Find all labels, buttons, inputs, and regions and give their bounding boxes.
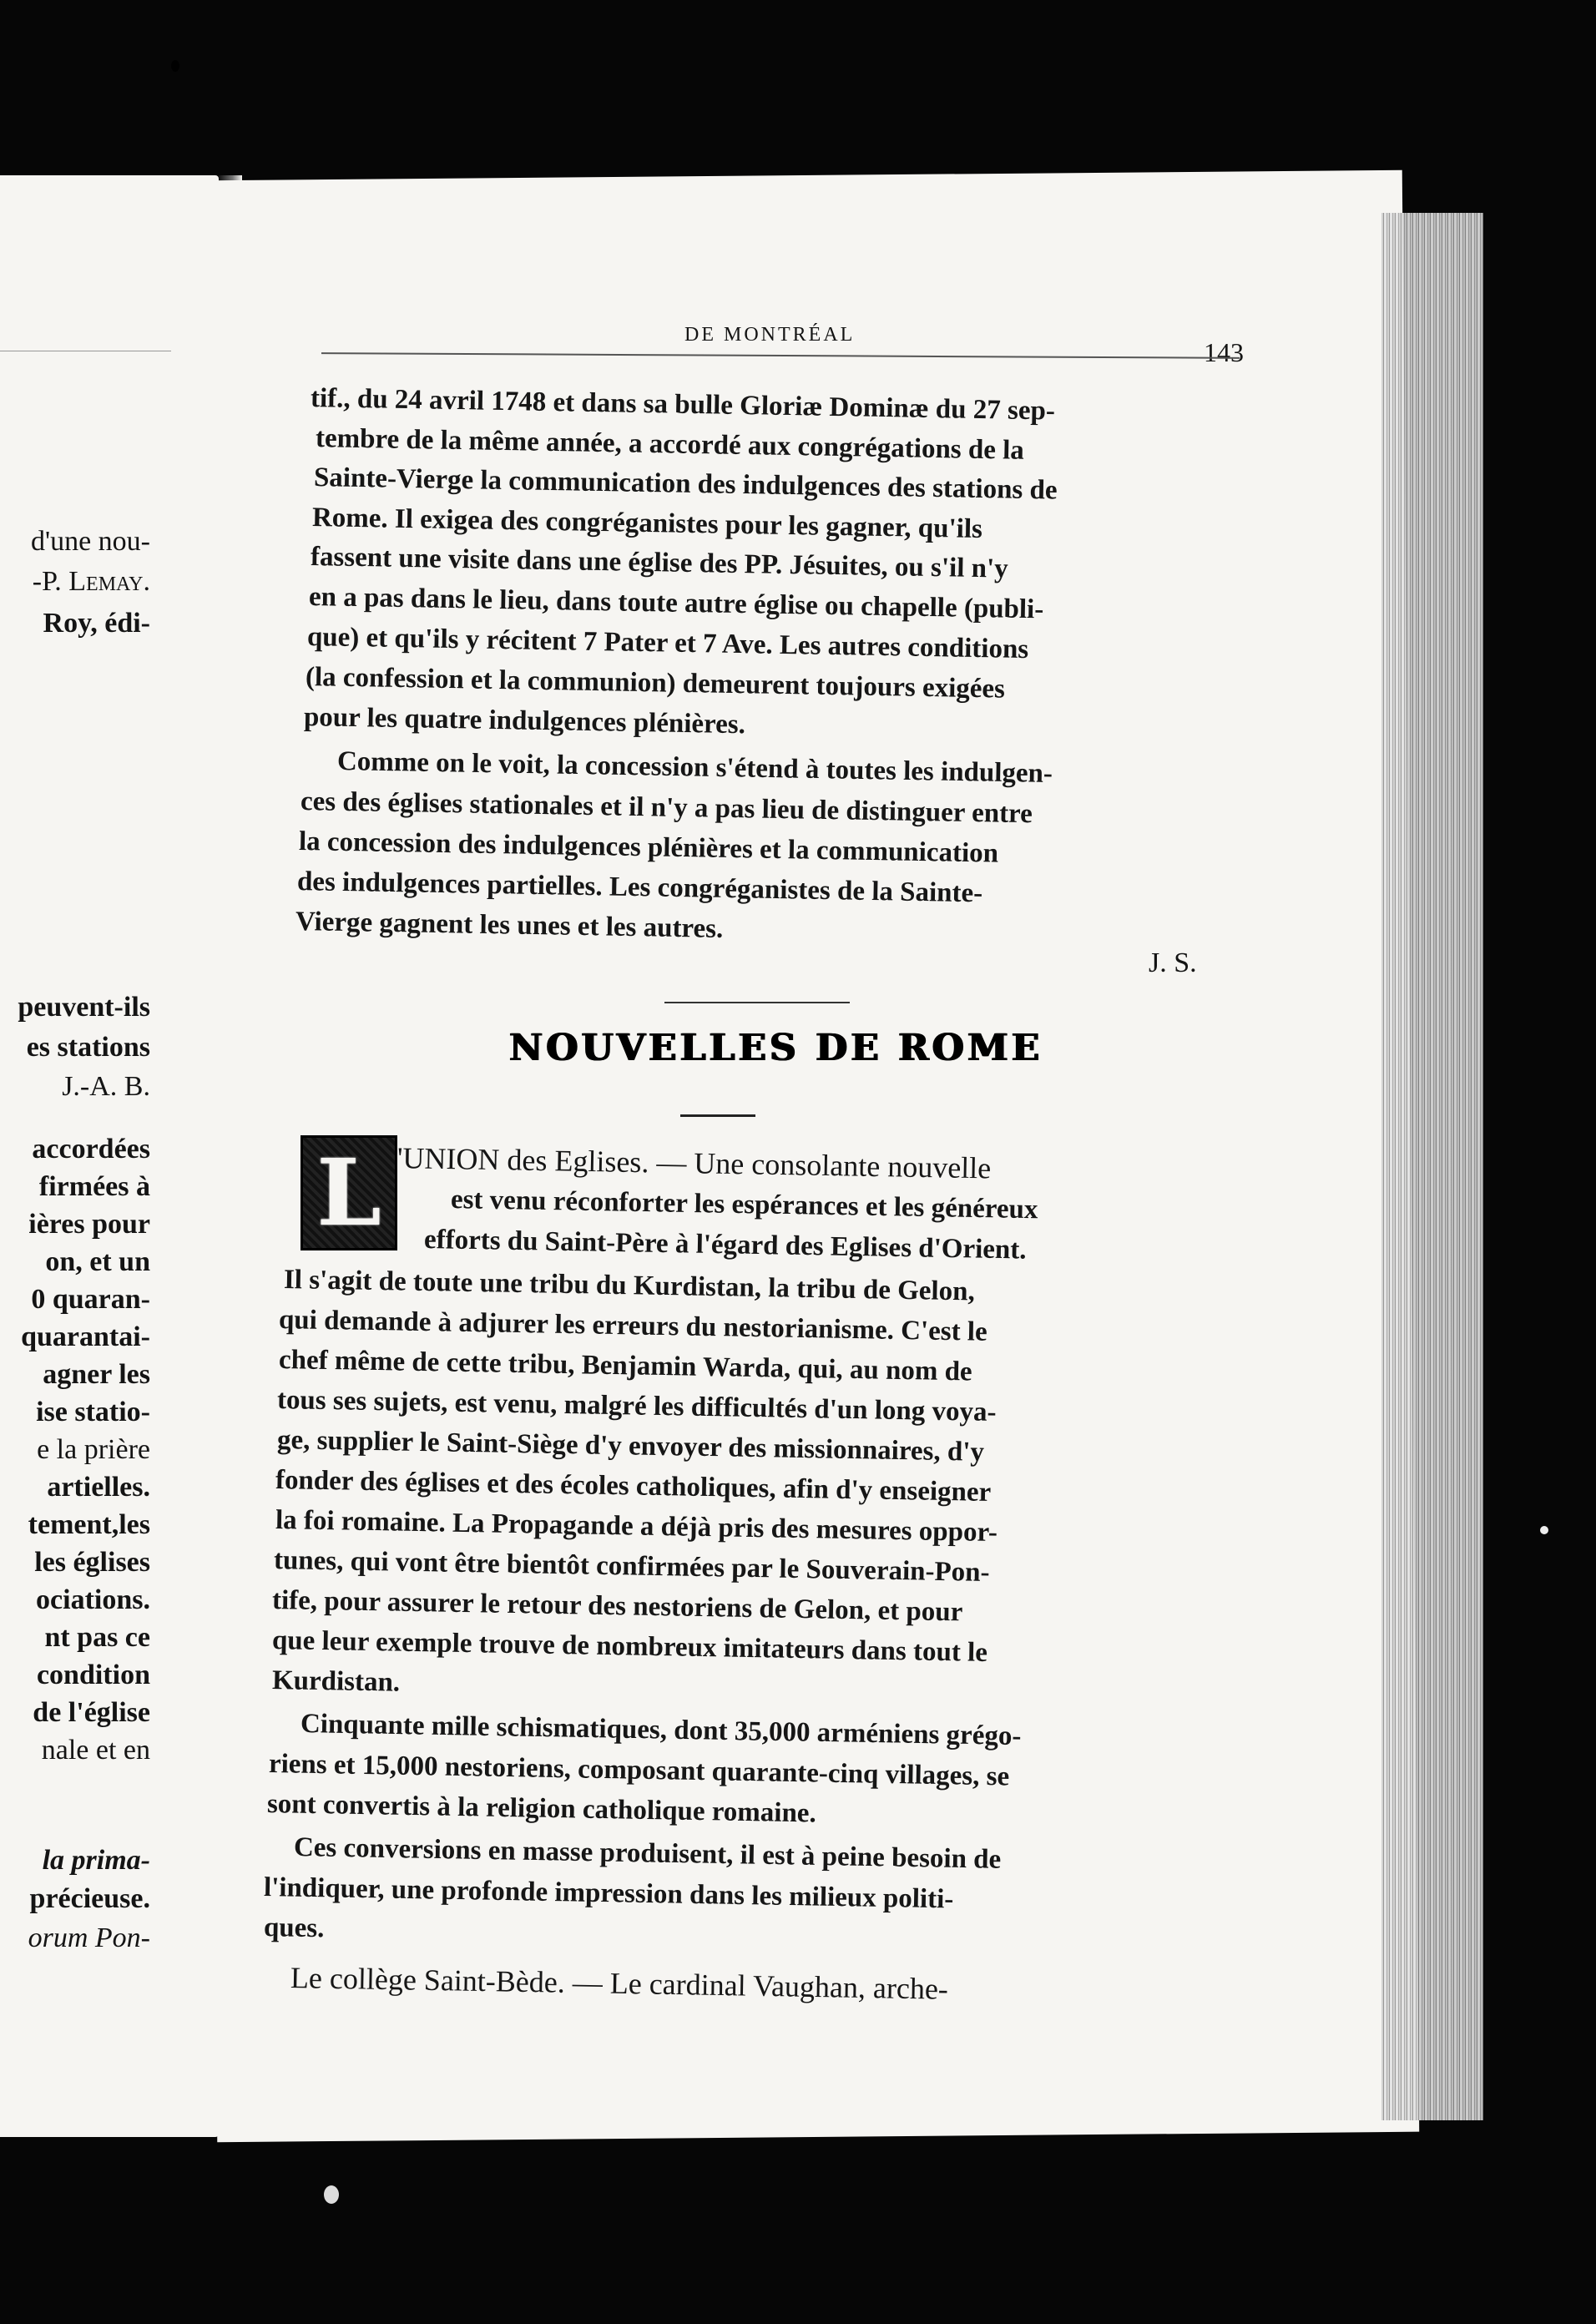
scan-speck — [324, 2185, 339, 2204]
body-line: Il s'agit de toute une tribu du Kurdistan, la tribu de Gelon, — [283, 1265, 976, 1307]
body-line: la concession des indulgences plénières et la communication — [298, 826, 999, 869]
body-line: tunes, qui vont être bientôt confirmées par le Souverain-Pon- — [273, 1545, 990, 1588]
body-line: l'indiquer, une profonde impression dans les milieux politi- — [263, 1872, 954, 1915]
body-line: Sainte-Vierge la communication des indulgences des stations de — [313, 462, 1058, 506]
body-line: que leur exemple trouve de nombreux imitateurs dans tout le — [271, 1625, 988, 1668]
left-line: -P. Lemay. — [32, 566, 150, 597]
left-line: ise statio- — [36, 1397, 150, 1427]
left-line: e la prière — [37, 1434, 150, 1465]
body-line: que) et qu'ils y récitent 7 Pater et 7 Ave. Les autres conditions — [306, 622, 1029, 665]
body-line: tous ses sujets, est venu, malgré les difficultés d'un long voya- — [276, 1385, 997, 1428]
body-line: Le collège Saint-Bède. — Le cardinal Vaughan, arche- — [290, 1961, 949, 2006]
body-line: (la confession et la communion) demeurent toujours exigées — [305, 662, 1006, 705]
body-line: ces des églises stationales et il n'y a pas lieu de distinguer entre — [300, 786, 1033, 830]
left-line: 0 quaran- — [31, 1284, 150, 1315]
body-line: la foi romaine. La Propagande a déjà pris des mesures oppor- — [275, 1505, 998, 1548]
body-line: chef même de cette tribu, Benjamin Warda, qui, au nom de — [278, 1345, 972, 1387]
body-line: tembre de la même année, a accordé aux congrégations de la — [315, 423, 1025, 466]
left-line: artielles. — [47, 1472, 150, 1503]
body-line: pour les quatre indulgences plénières. — [303, 702, 746, 740]
body-line: des indulgences partielles. Les congréganistes de la Sainte- — [296, 866, 983, 909]
left-line: orum Pon- — [28, 1922, 150, 1953]
body-line: sont convertis à la religion catholique romaine. — [266, 1789, 817, 1829]
body-line: Cinquante mille schismatiques, dont 35,000 arméniens grégo- — [300, 1709, 1022, 1752]
left-line: Roy, édi- — [43, 608, 150, 639]
body-line: tif., du 24 avril 1748 et dans sa bulle Gloriæ Dominæ du 27 sep- — [310, 383, 1056, 427]
body-line: Comme on le voit, la concession s'étend à toutes les indulgen- — [336, 746, 1053, 789]
title-rule — [680, 1114, 755, 1117]
body-line: fonder des églises et des écoles catholiques, afin d'y enseigner — [275, 1465, 992, 1508]
left-line: d'une nou- — [30, 526, 150, 557]
body-line: riens et 15,000 nestoriens, composant quarante-cinq villages, se — [268, 1749, 1010, 1792]
body-line: tife, pour assurer le retour des nestoriens de Gelon, et pour — [271, 1585, 963, 1628]
scan-speck — [171, 60, 179, 72]
left-line: condition — [36, 1660, 150, 1690]
left-line: nale et en — [41, 1735, 150, 1766]
page-number: 143 — [1204, 337, 1244, 367]
scan-speck — [1540, 1526, 1548, 1534]
body-line: ques. — [263, 1912, 325, 1944]
body-line: Vierge gagnent les unes et les autres. — [295, 907, 724, 944]
body-line: ge, supplier le Saint-Siège d'y envoyer des missionnaires, d'y — [276, 1425, 985, 1468]
left-line: nt pas ce — [44, 1622, 150, 1653]
left-line: es stations — [26, 1032, 150, 1063]
body-line: efforts du Saint-Père à l'égard des Eglises d'Orient. — [423, 1225, 1027, 1266]
body-line: Ces conversions en masse produisent, il est à peine besoin de — [293, 1832, 1002, 1875]
drop-cap-ornament: L — [301, 1135, 397, 1250]
left-line: accordées — [32, 1134, 150, 1165]
left-line: ociations. — [36, 1584, 150, 1615]
left-line: J.-A. B. — [62, 1071, 150, 1102]
left-line: les églises — [34, 1547, 150, 1578]
left-line: tement,les — [28, 1509, 150, 1540]
body-line: Kurdistan. — [271, 1665, 401, 1698]
left-line: firmées à — [38, 1171, 150, 1202]
left-line: précieuse. — [29, 1883, 150, 1914]
section-title: NOUVELLES DE ROME — [509, 1027, 1043, 1069]
page-edge-stack — [1381, 213, 1483, 2120]
section-separator — [664, 1002, 850, 1003]
left-line: agner les — [43, 1359, 150, 1390]
body-line: Rome. Il exigea des congréganistes pour les gagner, qu'ils — [311, 503, 983, 545]
body-line: qui demande à adjurer les erreurs du nestorianisme. C'est le — [278, 1305, 987, 1347]
body-line: 'UNION des Eglises. — Une consolante nouvelle — [396, 1141, 992, 1185]
left-line: peuvent-ils — [18, 992, 150, 1023]
signature: J. S. — [1149, 947, 1197, 978]
running-head: DE MONTRÉAL — [684, 324, 856, 346]
left-line: la prima- — [42, 1845, 150, 1876]
left-line: de l'église — [33, 1697, 150, 1728]
left-line: quarantai- — [21, 1321, 150, 1352]
left-line: ières pour — [28, 1209, 150, 1240]
body-line: en a pas dans le lieu, dans toute autre église ou chapelle (publi- — [308, 582, 1044, 625]
body-line: est venu réconforter les espérances et les généreux — [450, 1185, 1038, 1225]
body-line: fassent une visite dans une église des PP. Jésuites, ou s'il n'y — [310, 542, 1008, 584]
left-line: on, et un — [45, 1246, 150, 1277]
